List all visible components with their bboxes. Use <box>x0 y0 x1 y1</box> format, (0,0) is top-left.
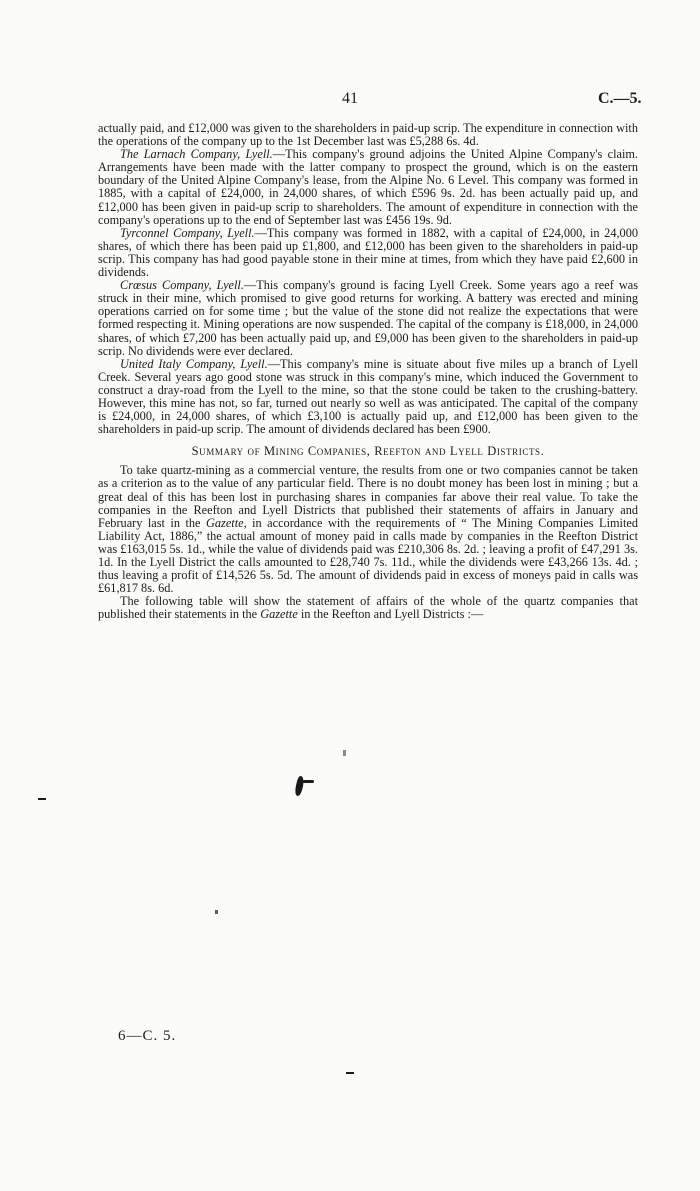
company-text-larnach: —This company's ground adjoins the United Alpine Company's claim. Arrangements have been made with the latter company to prospect the ground, which is on the eastern boundary of the United Alpine Company's lease, from the Alpine No. 6 Level. This company was formed in 1885, with a capital of £24,000, in 24,000 shares, of which £596 9s. 2d. has been actually paid up, and £12,000 has been given in paid-up scrip to shareholders. The amount of expenditure in connection with the company's operations up to the end of September last was £456 19s. 9d. <box>98 147 638 227</box>
summary-text-2b: in the Reefton and Lyell Districts :— <box>297 607 484 622</box>
summary-paragraph-2 <box>98 595 638 621</box>
footer-signature: 6—C. 5. <box>118 1028 177 1044</box>
body-text <box>98 122 638 621</box>
ink-speck <box>215 910 218 914</box>
document-reference: C.—5. <box>598 90 642 107</box>
opening-paragraph: actually paid, and £12,000 was given to the shareholders in paid-up scrip. The expenditure in connection with the operations of the company up to the 1st December last was £5,288 6s. 4d. <box>98 121 638 149</box>
ink-speck <box>346 1072 354 1074</box>
company-text-tyrconnel: —This company was formed in 1882, with a capital of £24,000, in 24,000 shares, of which there has been paid up £1,800, and £12,000 has been given to the shareholders in paid-up scrip. This company has had good payable stone in their mine at times, from which they have paid £2,600 in dividends. <box>98 225 638 280</box>
ink-speck <box>38 798 46 800</box>
ink-blot <box>294 775 305 796</box>
summary-heading: Summary of Mining Companies, Reefton and Lyell Districts. <box>191 444 545 459</box>
company-text-united-italy: —This company's mine is situate about five miles up a branch of Lyell Creek. Several years ago good stone was struck in this company's mine, which induced the Government to construct a dray-road from the Lyell to the mine, so that the stone could be taken to the crushing-battery. However, this mine has not, so far, turned out nearly so well as was anticipated. The capital of the company is £24,000, in 24,000 shares, of which £3,100 is actually paid up, and £12,000 has been given to the shareholders in paid-up scrip. The amount of dividends declared has been £900. <box>98 356 638 437</box>
summary-text-1b: , in accordance with the requirements of “ The Mining Companies Limited Liability Act, 1886,” the actual amount of money paid in calls made by companies in the Reefton District was £163,015 5s. 1d., while the value of dividends paid was £210,306 8s. 2d. ; leaving a profit of £47,291 3s. 1d. In the Lyell District the calls amounted to £28,740 7s. 11d., while the dividends were £43,266 13s. 4d. ; thus leaving a profit of £14,526 5s. 5d. The amount of dividends paid in excess of moneys paid in calls was £61,817 8s. 6d. <box>98 515 638 596</box>
company-text-croesus: —This company's ground is facing Lyell Creek. Some years ago a reef was struck in their mine, which promised to give good returns for working. A battery was erected and mining operations carried on for some time ; but the value of the stone did not realize the expectations that were formed respecting it. Mining operations are now suspended. The capital of the company is £18,000, in 24,000 shares, of which £7,200 has been actually paid up, and £9,000 has been given to the shareholders in paid-up scrip. No dividends were ever declared. <box>98 278 638 358</box>
company-name-croesus: Crœsus Company, Lyell. <box>120 278 244 293</box>
page-number: 41 <box>342 90 358 107</box>
company-name-tyrconnel: Tyrconnel Company, Lyell. <box>120 225 255 240</box>
paragraph-larnach <box>98 148 638 227</box>
summary-text-1a: To take quartz-mining as a commercial venture, the results from one or two companies cannot be taken as a criterion as to the value of any particular field. There is no doubt money has been lost in mining ; but a great deal of this has been lost in purchasing shares in companies far above their real value. To take the companies in the Reefton and Lyell Districts that published their statements of affairs in January and February last in the <box>98 463 638 530</box>
company-name-united-italy: United Italy Company, Lyell. <box>120 356 268 371</box>
paragraph-croesus <box>98 279 638 358</box>
gazette-ref-2: Gazette <box>260 607 298 622</box>
company-name-larnach: The Larnach Company, Lyell. <box>120 147 273 162</box>
paragraph-tyrconnel <box>98 227 638 279</box>
ink-mark <box>298 780 314 783</box>
gazette-ref-1: Gazette <box>206 515 244 530</box>
summary-paragraph-1 <box>98 464 638 595</box>
summary-text-2a: The following table will show the statement of affairs of the whole of the quartz companies that published their statements in the <box>98 594 638 622</box>
paragraph-united-italy <box>98 358 638 437</box>
ink-speck <box>343 750 346 756</box>
